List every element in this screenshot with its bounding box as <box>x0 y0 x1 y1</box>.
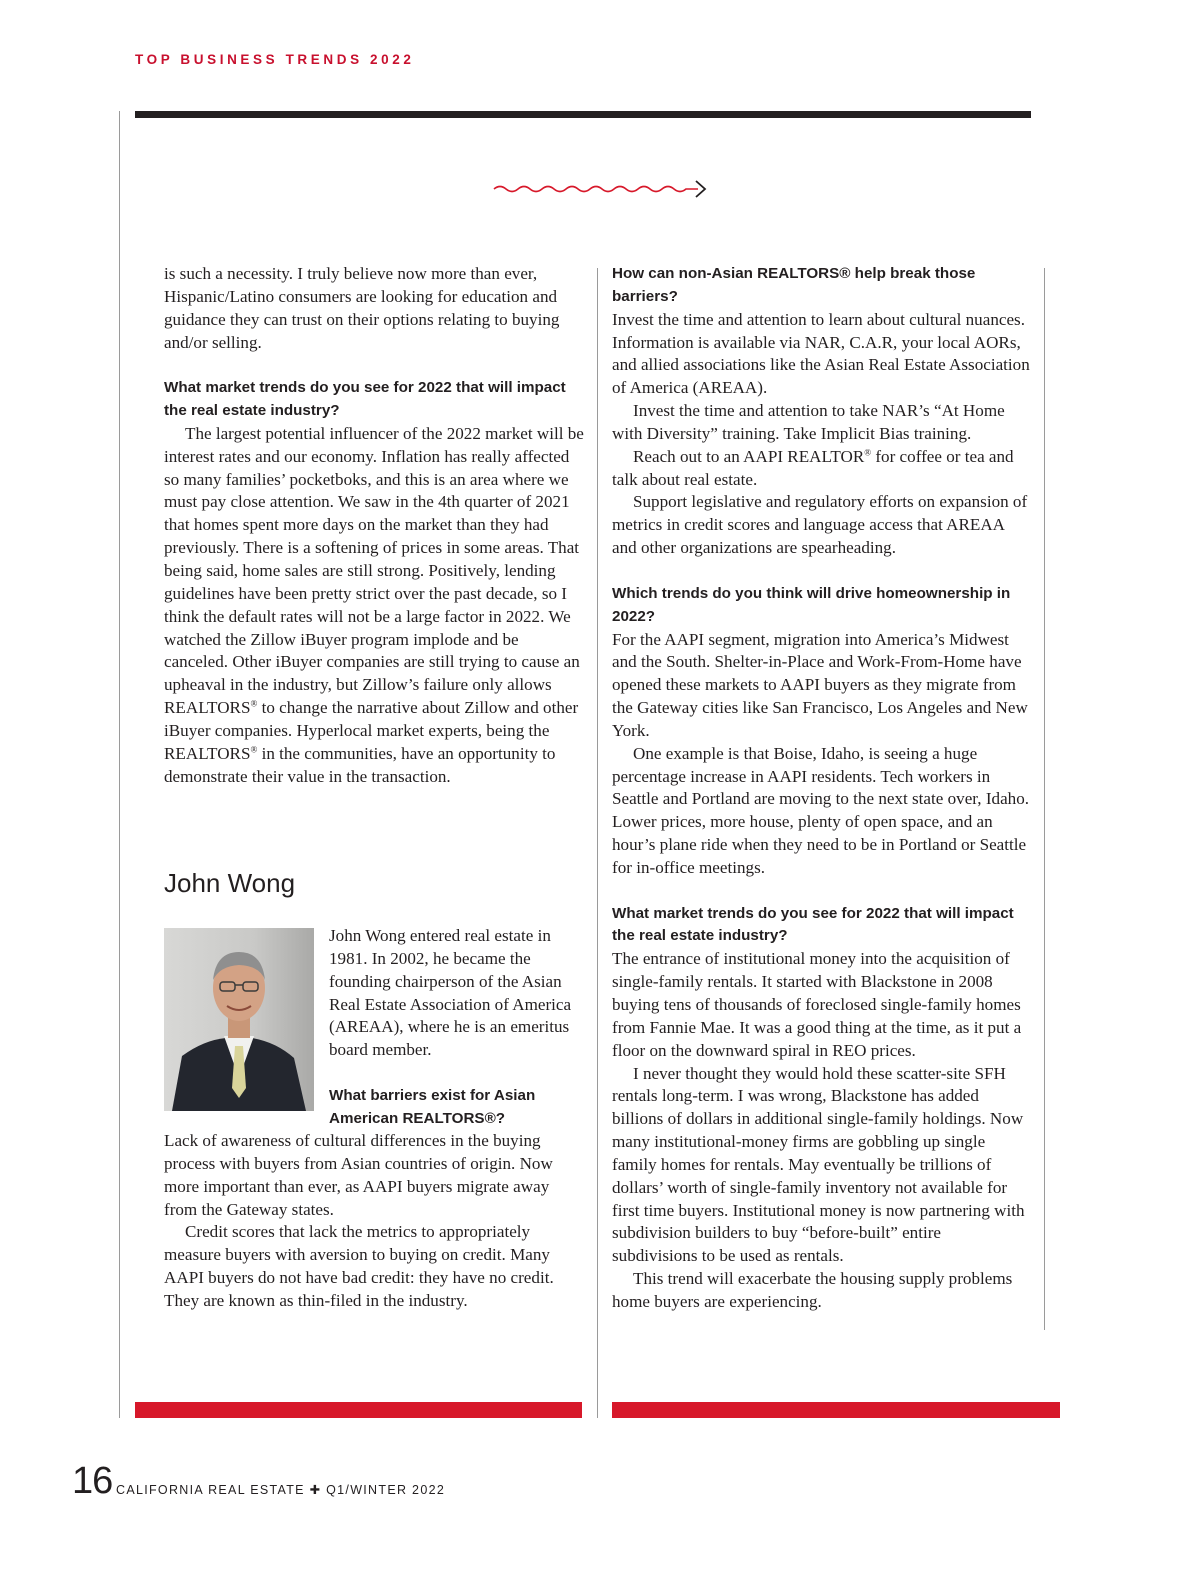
left-margin-rule <box>119 111 120 1418</box>
answer-homeownership-p1: For the AAPI segment, migration into America’s Midwest and the South. Shelter-in-Place and Work-From-Home have opened these markets to AAPI buyers as they migrate from the Gateway cities like San Francisco, Los Angeles and New York. <box>612 629 1028 740</box>
question-barriers: What barriers exist for Asian American REALTORS®? <box>329 1086 536 1127</box>
answer-market-trends-2-p3: This trend will exacerbate the housing supply problems home buyers are experiencing. <box>612 1269 1013 1311</box>
left-column-bottom <box>164 1130 584 1313</box>
answer-break-barriers-p4: Support legislative and regulatory efforts on expansion of metrics in credit scores and language access that AREAA and other organizations are spearheading. <box>612 492 1028 558</box>
column-divider-right <box>1044 268 1045 1330</box>
question-break-barriers: How can non-Asian REALTORS® help break those barriers? <box>612 265 976 305</box>
answer-homeownership-p2: One example is that Boise, Idaho, is seeing a huge percentage increase in AAPI residents. Tech workers in Seattle and Portland are moving to the next state over, Idaho. Lower prices, more house, plenty of open space, and an hour’s plane ride when they need to be in Portland or Seattle for in-office meetings. <box>612 743 1030 877</box>
top-rule <box>135 111 1031 118</box>
squiggle-arrow-icon <box>492 175 712 203</box>
person-name-heading: John Wong <box>164 868 296 898</box>
left-column-top <box>164 263 584 788</box>
answer-break-barriers-p1: Invest the time and attention to learn about cultural nuances. Information is available via NAR, C.A.R, your local AORs, and allied associations like the Asian Real Estate Association of America (AREAA). <box>612 309 1030 398</box>
page-number: 16 <box>72 1460 113 1502</box>
answer-barriers-p1: Lack of awareness of cultural differences in the buying process with buyers from Asian countries of origin. Now more important than ever, as AAPI buyers migrate away from the Gateway states. <box>164 1131 553 1219</box>
question-homeownership: Which trends do you think will drive homeownership in 2022? <box>612 584 1011 625</box>
answer-break-barriers-p3: Reach out to an AAPI REALTOR® for coffee or tea and talk about real estate. <box>612 446 1014 489</box>
question-market-trends-2: What market trends do you see for 2022 that will impact the real estate industry? <box>612 904 1014 945</box>
answer-market-trends-2-p1: The entrance of institutional money into the acquisition of single-family rentals. It started with Blackstone in 2008 buying tens of thousands of foreclosed single-family homes from Fannie Mae. It was a good thing at the time, as it put a floor on the downward spiral in REO prices. <box>612 949 1022 1060</box>
answer-barriers-p2: Credit scores that lack the metrics to appropriately measure buyers with aversion to buying on credit. Many AAPI buyers do not have bad credit: they have no credit. They are known as thin-filed in the industry. <box>164 1222 554 1310</box>
red-bar-right <box>612 1402 1060 1418</box>
answer-market-trends: The largest potential influencer of the 2022 market will be interest rates and our economy. Inflation has really affected so many families’ pocketboks, and this is an area where we must pay close attention. We saw in the 4th quarter of 2021 that homes spent more days on the market than they had previously. There is a softening of prices in some areas. That being said, home sales are still strong. Positively, lending guidelines have been pretty strict over the past decade, so I think the default rates will not be a large factor in 2022. We watched the Zillow iBuyer program implode and be canceled. Other iBuyer companies are still trying to cause an upheaval in the industry, but Zillow’s failure only allows REALTORS® to change the narrative about Zillow and other iBuyer companies. Hyperlocal market experts, being the REALTORS® in the communities, have an opportunity to demonstrate their value in the transaction. <box>164 423 584 786</box>
publication-footer: CALIFORNIA REAL ESTATE ✚ Q1/WINTER 2022 <box>116 1483 446 1497</box>
portrait-photo <box>164 928 314 1111</box>
bio-paragraph-block <box>329 925 584 1131</box>
column-divider-left <box>597 268 598 1418</box>
bio-paragraph: John Wong entered real estate in 1981. In 2002, he became the founding chairperson of the Asian Real Estate Association of America (AREAA), where he is an emeritus board member. <box>329 926 572 1060</box>
answer-market-trends-2-p2: I never thought they would hold these scatter-site SFH rentals long-term. I was wrong, Blackstone has added billions of dollars in additional single-family holdings. Now many institutional-money firms are gobbling up single family homes for rentals. May eventually be trillions of dollars’ worth of single-family inventory not available for first time buyers. Institutional money is now partnering with subdivision builders to buy “before-built” entire subdivisions to be used as rentals. <box>612 1063 1025 1266</box>
answer-break-barriers-p2: Invest the time and attention to take NAR’s “At Home with Diversity” training. Take Implicit Bias training. <box>612 401 1005 443</box>
question-market-trends: What market trends do you see for 2022 that will impact the real estate industry? <box>164 379 566 420</box>
section-label: TOP BUSINESS TRENDS 2022 <box>135 52 415 67</box>
red-bar-left <box>135 1402 582 1418</box>
intro-paragraph: is such a necessity. I truly believe now more than ever, Hispanic/Latino consumers are looking for education and guidance they can trust on their options relating to buying and/or selling. <box>164 264 560 352</box>
right-column <box>612 263 1030 1314</box>
